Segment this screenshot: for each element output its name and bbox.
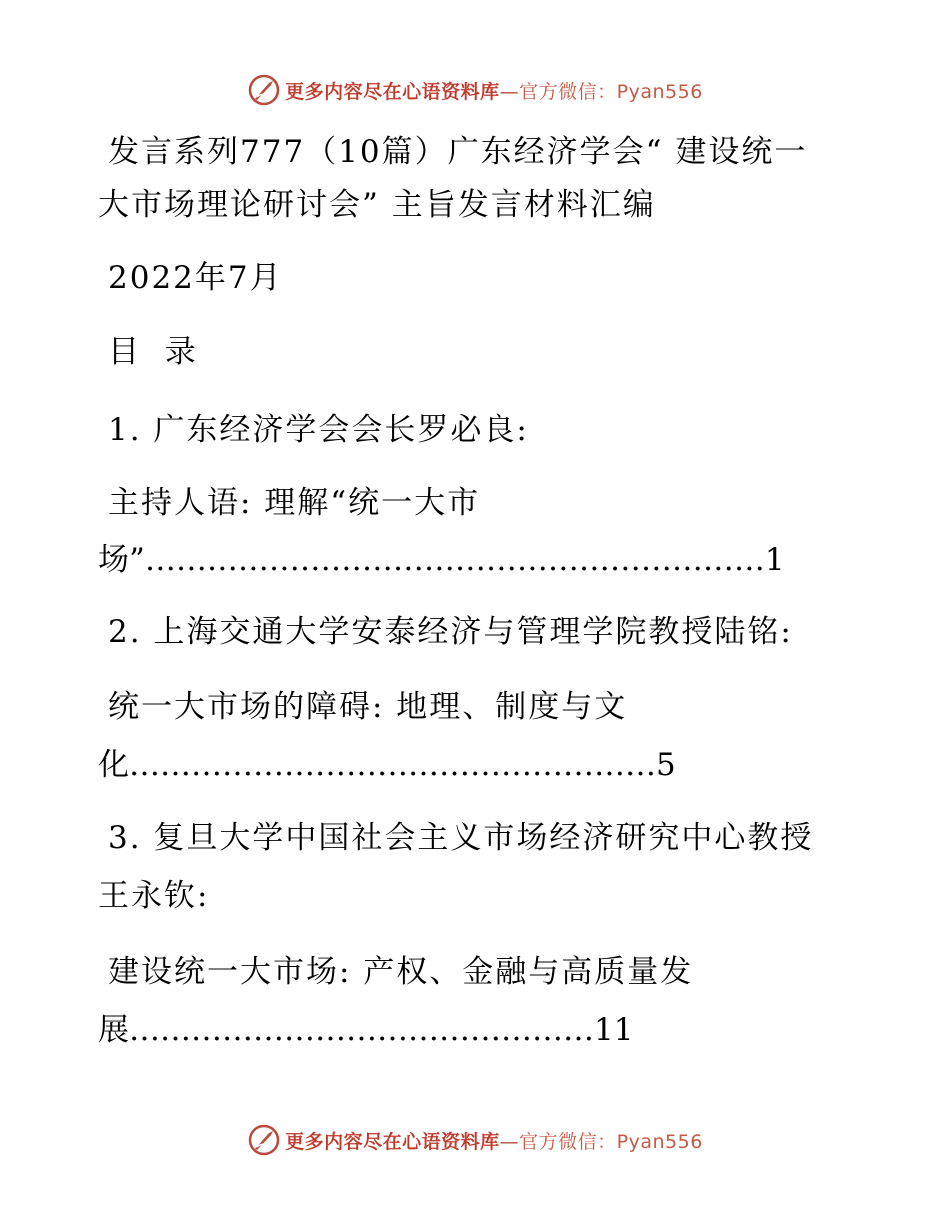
doc-title-line-2: 大市场理论研讨会” 主旨发言材料汇编 [98, 187, 656, 223]
toc-entry-1-topic-tail: 场”……………………………………………………1 [98, 542, 785, 578]
watermark-dash: — [499, 1130, 520, 1153]
watermark-sub: 官方微信：Pyan556 [519, 80, 703, 103]
toc-entry-1-author: 1. 广东经济学会会长罗必良: [108, 412, 529, 448]
watermark-main: 更多内容尽在心语资料库 [285, 1130, 500, 1153]
watermark-text [285, 77, 703, 104]
toc-entry-2-topic: 统一大市场的障碍: 地理、制度与文 [108, 689, 628, 725]
doc-date: 2022年7月 [108, 260, 283, 296]
toc-heading: 目 录 [108, 334, 198, 370]
watermark-text [285, 1127, 703, 1154]
toc-entry-2-author: 2. 上海交通大学安泰经济与管理学院教授陆铭: [108, 614, 793, 650]
watermark-dash: — [499, 80, 520, 103]
toc-entry-3-topic-tail: 展………………………………………11 [98, 1012, 634, 1048]
doc-title-line-1: 发言系列777（10篇）广东经济学会“ 建设统一 [108, 134, 808, 170]
toc-entry-1-topic: 主持人语: 理解“统一大市 [108, 485, 481, 521]
watermark-banner-top [0, 70, 950, 110]
toc-entry-2-topic-tail: 化……………………………………………5 [98, 747, 676, 783]
watermark-sub: 官方微信：Pyan556 [519, 1130, 703, 1153]
toc-entry-3-topic: 建设统一大市场: 产权、金融与高质量发 [108, 954, 694, 990]
quill-logo-icon [247, 73, 281, 107]
toc-entry-3-author-cont: 王永钦: [98, 878, 210, 914]
watermark-banner-bottom [0, 1120, 950, 1160]
quill-logo-icon [247, 1123, 281, 1157]
watermark-main: 更多内容尽在心语资料库 [285, 80, 500, 103]
toc-entry-3-author: 3. 复旦大学中国社会主义市场经济研究中心教授 [108, 820, 814, 856]
